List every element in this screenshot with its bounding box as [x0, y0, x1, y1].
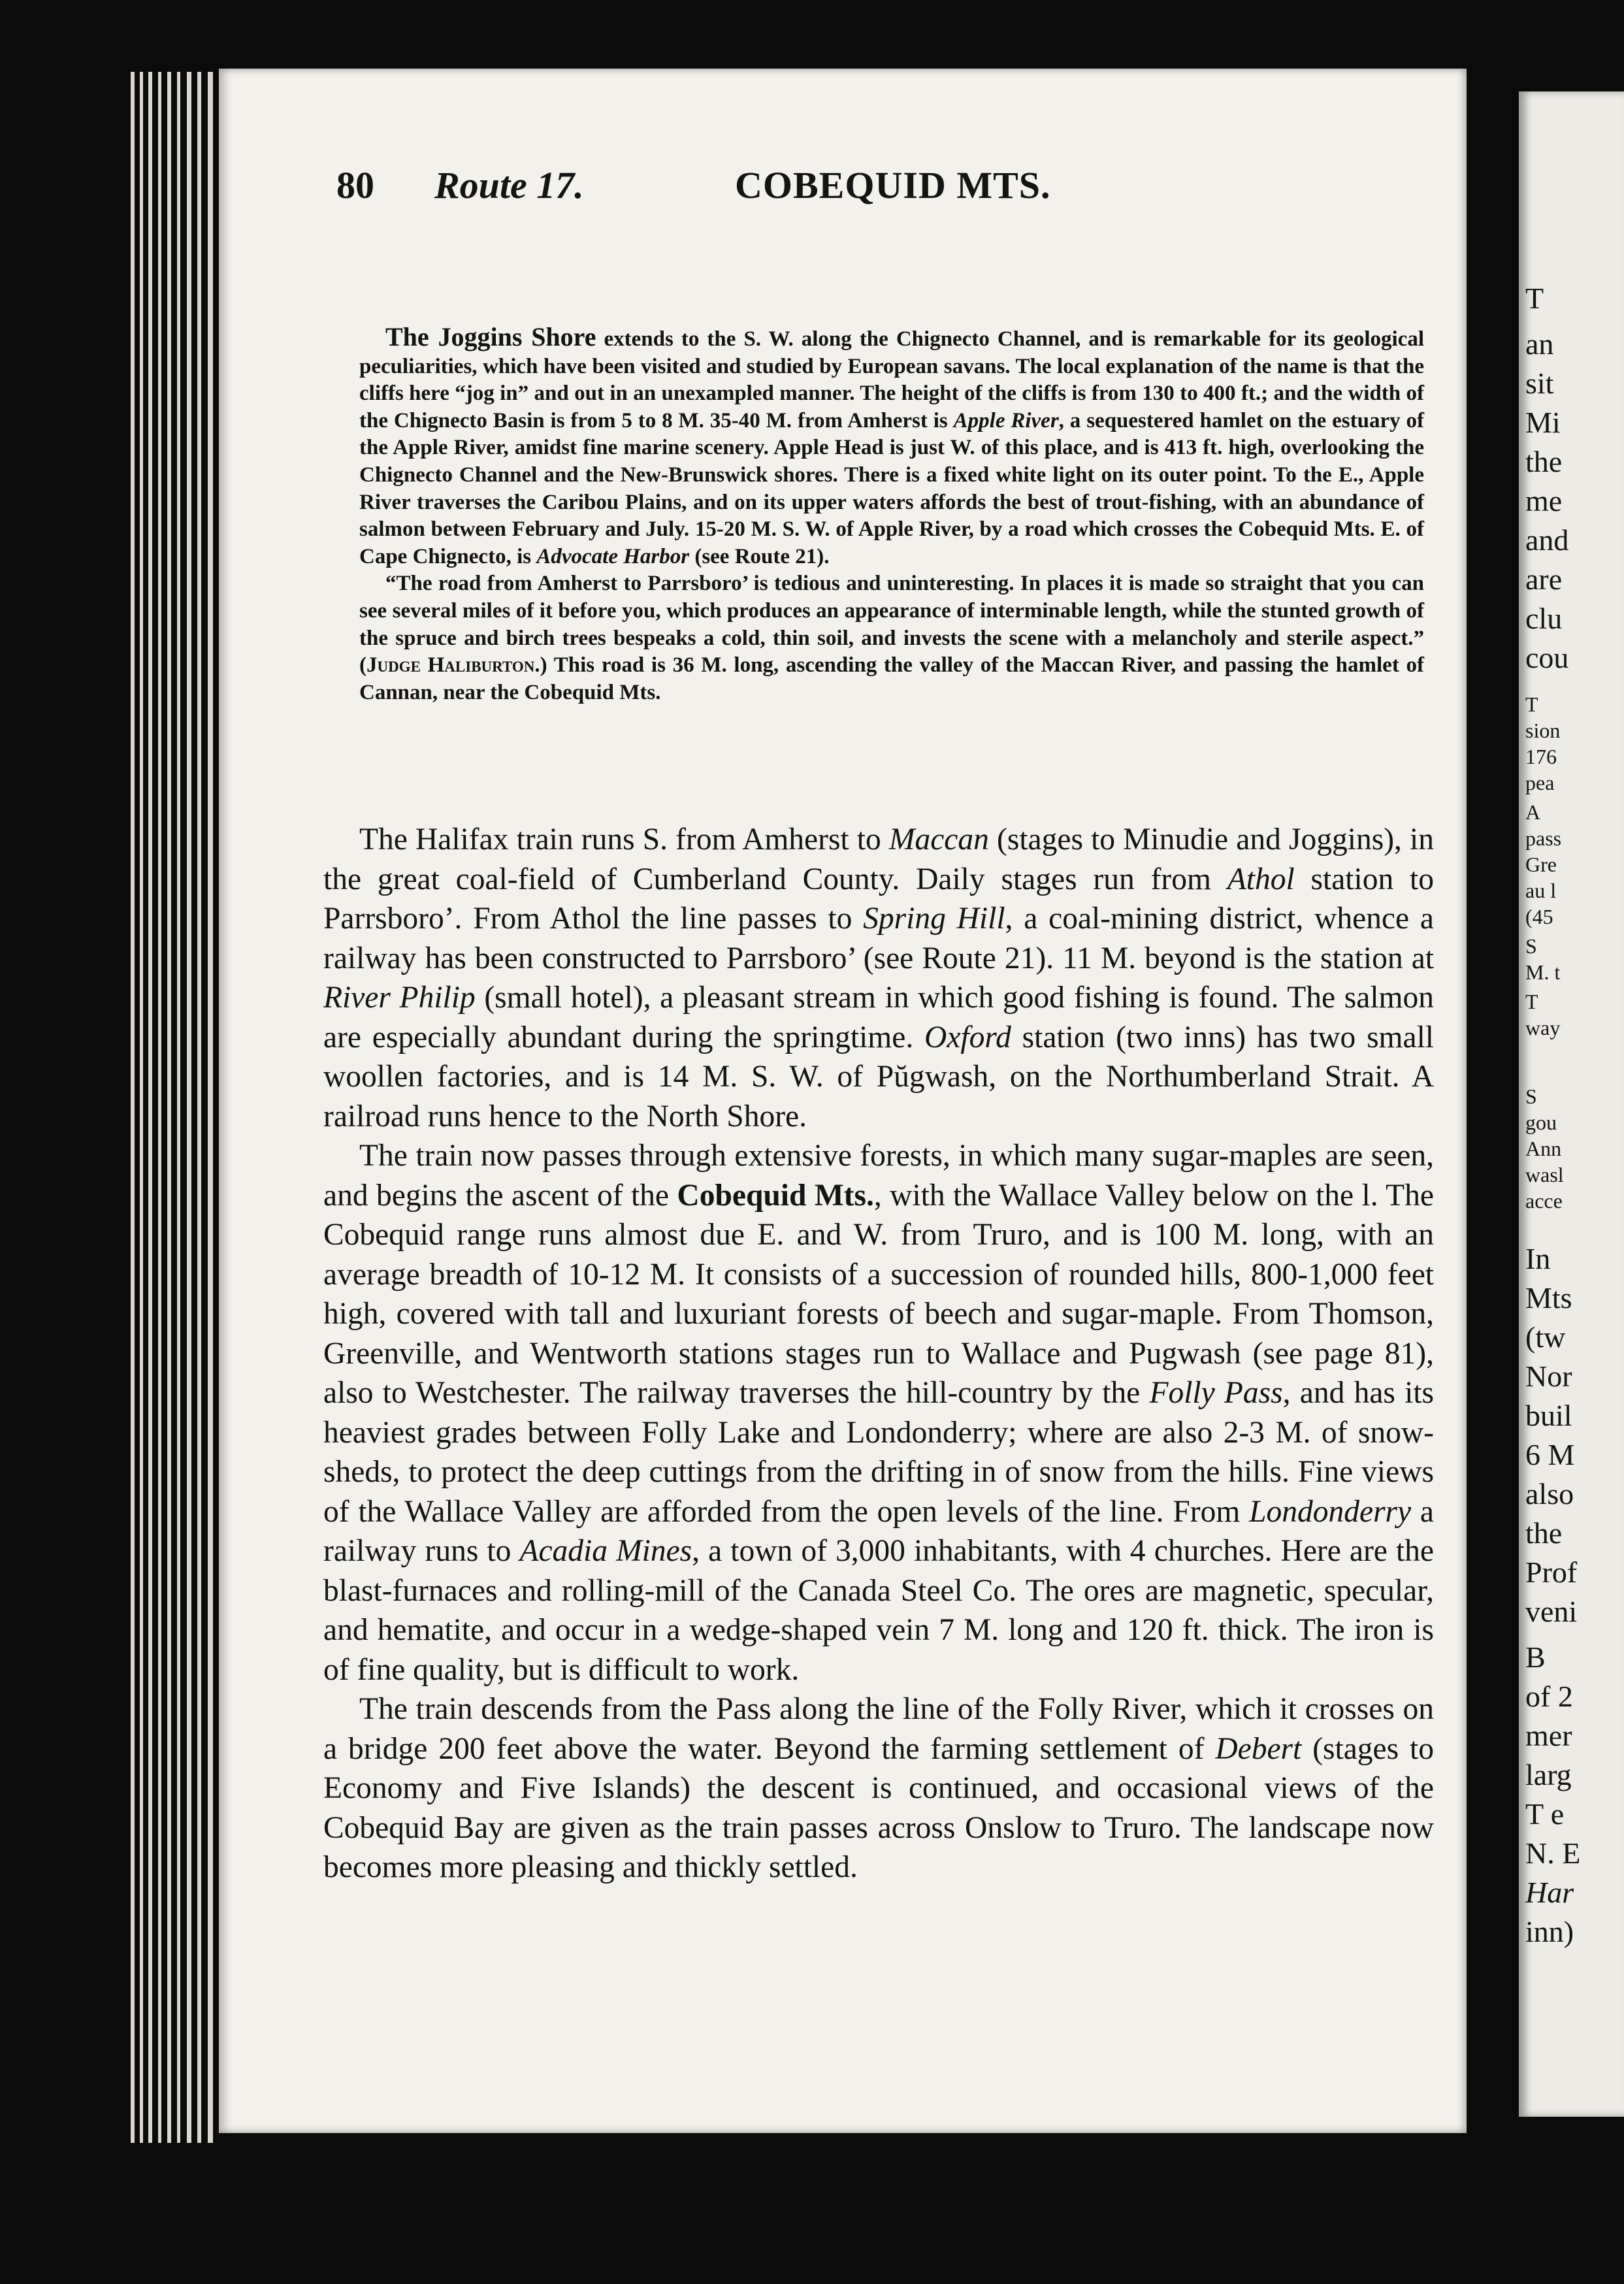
apple-river-name: Apple River — [953, 408, 1059, 432]
quote-paragraph: “The road from Amherst to Parrsboro’ is tedious and uninteresting. In places it is made so straight that you can see several miles of it before you, which produces an appearance of interminable length, while the stunted growth of the spruce and birch trees bespeaks a cold, thin soil, and invests the scene with a melancholy and sterile aspect.” (Judge Haliburton.) This road is 36 M. long, ascending the valley of the Maccan River, and passing the hamlet of Cannan, near the Cobequid Mts. — [359, 572, 1425, 704]
book-page — [219, 69, 1467, 2133]
page-header — [336, 163, 1421, 222]
next-page-edge: T an sit Mi the me and are clu cou T sion 176 pea A pass Gre au l (45 S M. t T way S gou Ann wasl acce In Mts (tw Nor buil 6 M also the Prof veni B of 2 mer larg T e N. E Har inn) — [1519, 91, 1624, 2117]
small-print-section — [359, 323, 1424, 706]
joggins-heading: The Joggins Shore — [385, 322, 596, 351]
advocate-harbor-name: Advocate Harbor — [536, 544, 690, 568]
halifax-train-paragraph: The Halifax train runs S. from Amherst to Maccan (stages to Minudie and Joggins), in the great coal-field of Cumberland County. Daily stages run from Athol station to Parrsboro’. From Athol the line passes to Spring Hill, a coal-mining district, whence a railway has been constructed to Parrsboro’ (see Route 21). 11 M. beyond is the station at River Philip (small hotel), a pleasant stream in which good fishing is found. The salmon are especially abundant during the springtime. Oxford station (two inns) has two small woollen factories, and is 14 M. S. W. of Pŭgwash, on the Northumberland Strait. A railroad runs hence to the North Shore. — [323, 823, 1434, 1134]
main-text — [323, 820, 1434, 1887]
author-name: Judge Haliburton — [366, 653, 535, 677]
joggins-paragraph: The Joggins Shore extends to the S. W. along the Chignecto Channel, and is remarkable for its geological peculiarities, which have been visited and studied by European savans. The local explanation of the name is that the cliffs here “jog in” and out in an unexampled manner. The height of the cliffs is from 130 to 400 ft.; and the width of the Chignecto Basin is from 5 to 8 M. 35-40 M. from Amherst is Apple River, a sequestered hamlet on the estuary of the Apple River, amidst fine marine scenery. Apple Head is just W. of this place, and is 413 ft. high, overlooking the Chignecto Channel and the New-Brunswick shores. There is a fixed white light on its outer point. To the E., Apple River traverses the Caribou Plains, and on its upper waters affords the best of trout-fishing, with an abundance of salmon between February and July. 15-20 M. S. W. of Apple River, by a road which crosses the Cobequid Mts. E. of Cape Chignecto, is Advocate Harbor (see Route 21). — [359, 322, 1424, 568]
page-number: 80 — [336, 164, 374, 206]
descent-paragraph: The train descends from the Pass along the line of the Folly River, which it crosses on a bridge 200 feet above the water. Beyond the farming settlement of Debert (stages to Economy and Five Islands) the descent is continued, and occasional views of the Cobequid Bay are given as the train passes across Onslow to Truro. The landscape now becomes more pleasing and thickly settled. — [323, 1692, 1434, 1884]
page-edges — [131, 72, 229, 2143]
route-label: Route 17. — [434, 164, 584, 206]
forests-paragraph: The train now passes through extensive forests, in which many sugar-maples are seen, and begins the ascent of the Cobequid Mts., with the Wallace Valley below on the l. The Cobequid range runs almost due E. and W. from Truro, and is 100 M. long, with an average breadth of 10-12 M. It consists of a succession of rounded hills, 800-1,000 feet high, covered with tall and luxuriant forests of beech and sugar-maple. From Thomson, Greenville, and Wentworth stations stages run to Wallace and Pugwash (see page 81), also to Westchester. The railway traverses the hill-country by the Folly Pass, and has its heaviest grades between Folly Lake and Londonderry; where are also 2-3 M. of snow-sheds, to protect the deep cuttings from the drifting in of snow from the hills. Fine views of the Wallace Valley are afforded from the open levels of the line. From Londonderry a railway runs to Acadia Mines, a town of 3,000 inhabitants, with 4 churches. Here are the blast-furnaces and rolling-mill of the Canada Steel Co. The ores are magnetic, specular, and hematite, and occur in a wedge-shaped vein 7 M. long and 120 ft. thick. The iron is of fine quality, but is difficult to work. — [323, 1139, 1435, 1687]
page-title: COBEQUID MTS. — [735, 164, 1051, 206]
